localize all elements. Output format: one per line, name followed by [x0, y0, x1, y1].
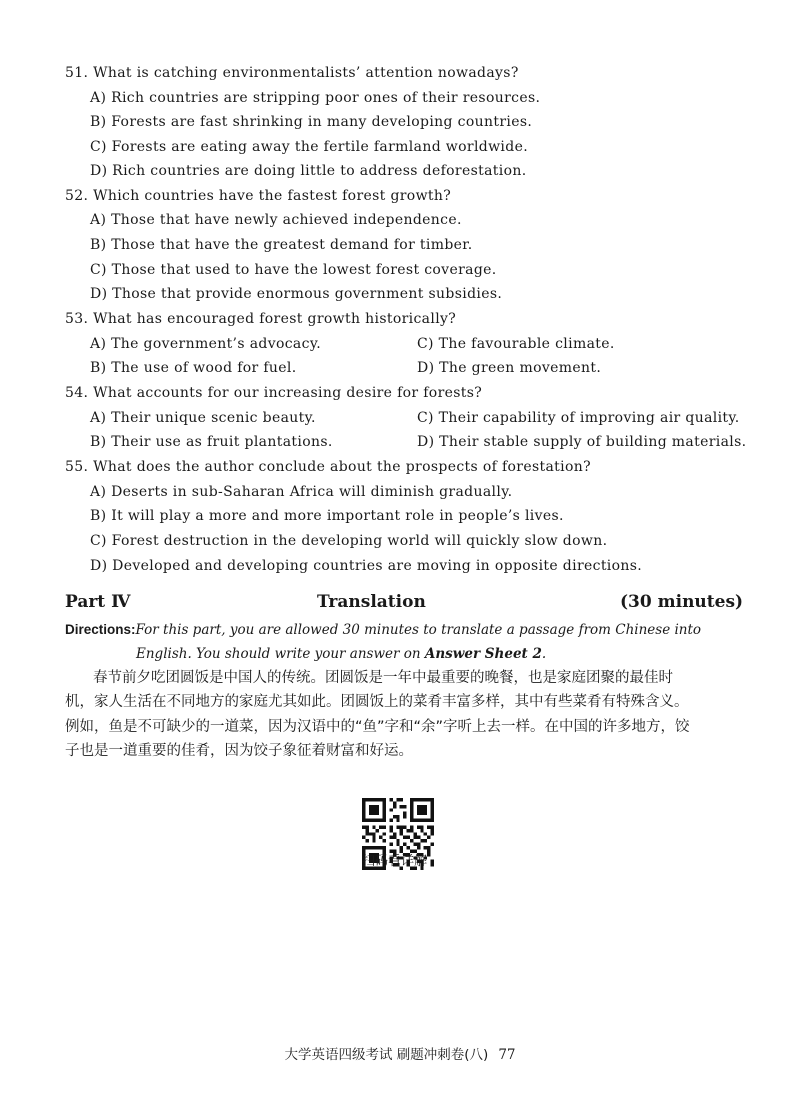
directions-text-3: .: [541, 646, 547, 662]
question-53-stem: 53. What has encouraged forest growth historically?: [65, 311, 457, 327]
page-footer: [0, 1043, 800, 1063]
question-51-stem: 51. What is catching environmentalists’ attention nowadays?: [65, 65, 519, 81]
question-54-stem: 54. What accounts for our increasing desire for forests?: [65, 385, 483, 401]
directions-line-2: [136, 645, 546, 663]
passage-line-3: 例如，鱼是不可缺少的一道菜，因为汉语中的“鱼”字和“余”字听上去一样。在中国的许多地方，饺: [65, 719, 690, 735]
question-53-option-d[interactable]: D) The green movement.: [417, 360, 602, 376]
directions-label: Directions:: [65, 622, 136, 637]
question-51-option-c[interactable]: C) Forests are eating away the fertile farmland worldwide.: [90, 139, 529, 155]
part-title: Translation: [317, 592, 426, 612]
passage-line-2: 机，家人生活在不同地方的家庭尤其如此。团圆饭上的菜肴丰富多样，其中有些菜肴有特殊含义。: [65, 694, 689, 710]
question-55-stem: 55. What does the author conclude about the prospects of forestation?: [65, 459, 591, 475]
question-52-stem: 52. Which countries have the fastest forest growth?: [65, 188, 452, 204]
directions-text-1: For this part, you are allowed 30 minutes to translate a passage from Chinese into: [135, 622, 702, 638]
question-51-option-b[interactable]: B) Forests are fast shrinking in many developing countries.: [90, 114, 533, 130]
directions-line-1: [65, 621, 701, 639]
part-time: (30 minutes): [620, 592, 744, 612]
question-55-option-b[interactable]: B) It will play a more and more important role in people’s lives.: [90, 508, 564, 524]
page-number: 77: [498, 1047, 516, 1063]
question-54-option-a[interactable]: A) Their unique scenic beauty.: [90, 410, 316, 426]
part-label: Part Ⅳ: [65, 592, 131, 612]
question-52-option-d[interactable]: D) Those that provide enormous government subsidies.: [90, 286, 503, 302]
question-51-option-d[interactable]: D) Rich countries are doing little to address deforestation.: [90, 163, 527, 179]
question-52-option-a[interactable]: A) Those that have newly achieved independence.: [90, 212, 462, 228]
question-53-option-a[interactable]: A) The government’s advocacy.: [90, 336, 322, 352]
question-55-option-a[interactable]: A) Deserts in sub-Saharan Africa will diminish gradually.: [90, 484, 513, 500]
passage-line-1: 春节前夕吃团圆饭是中国人的传统。团圆饭是一年中最重要的晚餐，也是家庭团聚的最佳时: [93, 670, 673, 686]
footer-title: 大学英语四级考试 刷题冲刺卷(八): [284, 1047, 489, 1063]
question-51-option-a[interactable]: A) Rich countries are stripping poor ones of their resources.: [90, 90, 541, 106]
question-54-option-b[interactable]: B) Their use as fruit plantations.: [90, 434, 333, 450]
question-54-option-c[interactable]: C) Their capability of improving air quality.: [417, 410, 740, 426]
question-55-option-d[interactable]: D) Developed and developing countries are moving in opposite directions.: [90, 558, 643, 574]
question-54-option-d[interactable]: D) Their stable supply of building materials.: [417, 434, 747, 450]
passage-line-4: 子也是一道重要的佳肴，因为饺子象征着财富和好运。: [65, 743, 413, 759]
directions-text-2: English. You should write your answer on: [136, 646, 425, 662]
question-52-option-b[interactable]: B) Those that have the greatest demand for timber.: [90, 237, 473, 253]
answer-sheet-ref: Answer Sheet 2: [424, 646, 542, 662]
question-53-option-b[interactable]: B) The use of wood for fuel.: [90, 360, 297, 376]
question-52-option-c[interactable]: C) Those that used to have the lowest forest coverage.: [90, 262, 497, 278]
question-53-option-c[interactable]: C) The favourable climate.: [417, 336, 615, 352]
question-55-option-c[interactable]: C) Forest destruction in the developing world will quickly slow down.: [90, 533, 608, 549]
qr-caption: 扫码看详解: [362, 854, 428, 869]
